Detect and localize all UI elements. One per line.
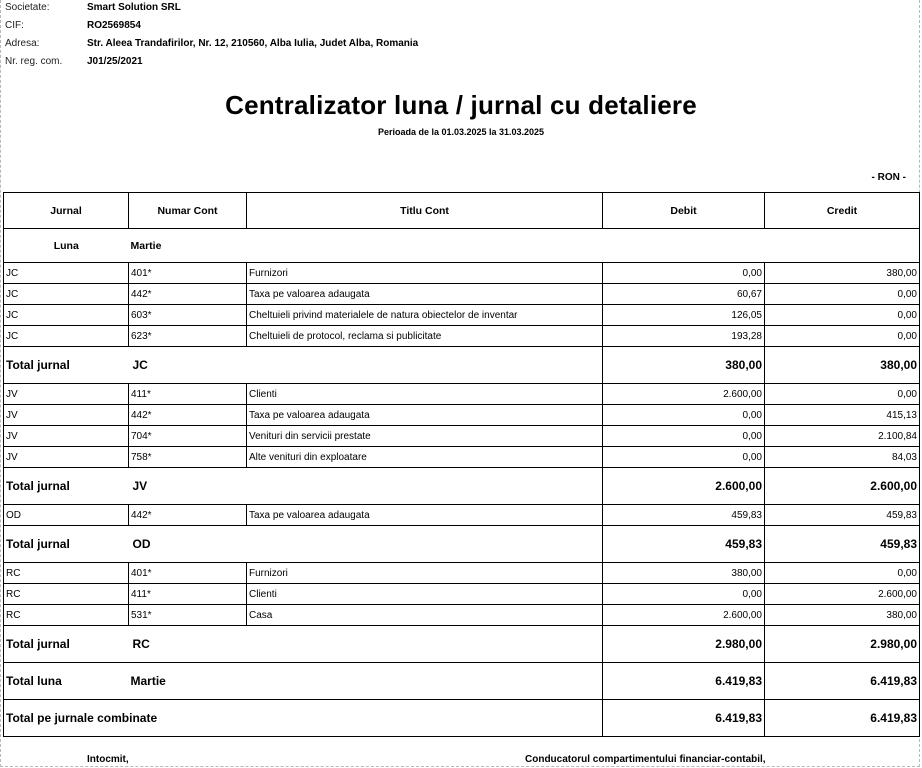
cell-credit: 2.600,00	[765, 584, 920, 605]
cell-numar-cont: 442*	[129, 405, 247, 426]
grand-total-row-label: Total pe jurnale combinate	[4, 700, 603, 737]
cell-jurnal: JC	[4, 263, 129, 284]
total-credit: 2.980,00	[765, 626, 920, 663]
table-row	[4, 384, 920, 405]
table-row	[4, 563, 920, 584]
cell-titlu-cont: Alte venituri din exploatare	[247, 447, 603, 468]
cell-debit: 193,28	[603, 326, 765, 347]
company-name-label: Societate:	[5, 2, 50, 13]
total-debit: 459,83	[603, 526, 765, 563]
total-journal-code: OD	[129, 526, 603, 563]
cell-jurnal: JV	[4, 447, 129, 468]
cell-titlu-cont: Taxa pe valoarea adaugata	[247, 405, 603, 426]
month-value: Martie	[129, 229, 920, 263]
company-address-label: Adresa:	[5, 38, 40, 49]
cell-credit: 380,00	[765, 605, 920, 626]
cell-jurnal: JV	[4, 384, 129, 405]
cell-jurnal: JV	[4, 405, 129, 426]
cell-debit: 60,67	[603, 284, 765, 305]
header-numar-cont: Numar Cont	[129, 193, 247, 229]
cell-titlu-cont: Taxa pe valoarea adaugata	[247, 284, 603, 305]
header-credit: Credit	[765, 193, 920, 229]
total-label: Total jurnal	[4, 468, 129, 505]
journal-total-row	[4, 626, 920, 663]
cell-debit: 0,00	[603, 426, 765, 447]
cell-jurnal: JC	[4, 284, 129, 305]
cell-numar-cont: 531*	[129, 605, 247, 626]
total-debit: 2.600,00	[603, 468, 765, 505]
report-currency: - RON -	[871, 172, 906, 183]
cell-credit: 0,00	[765, 326, 920, 347]
company-address: Str. Aleea Trandafirilor, Nr. 12, 210560, Alba Iulia, Judet Alba, Romania	[87, 38, 419, 49]
cell-numar-cont: 758*	[129, 447, 247, 468]
table-row	[4, 326, 920, 347]
total-credit: 2.600,00	[765, 468, 920, 505]
cell-credit: 0,00	[765, 305, 920, 326]
cell-numar-cont: 623*	[129, 326, 247, 347]
cell-debit: 126,05	[603, 305, 765, 326]
cell-credit: 0,00	[765, 384, 920, 405]
cell-debit: 2.600,00	[603, 605, 765, 626]
cell-credit: 84,03	[765, 447, 920, 468]
month-total-row	[4, 663, 920, 700]
cell-numar-cont: 603*	[129, 305, 247, 326]
table-row	[4, 263, 920, 284]
cell-numar-cont: 401*	[129, 263, 247, 284]
total-debit: 380,00	[603, 347, 765, 384]
grand-total-row-credit: 6.419,83	[765, 700, 920, 737]
cell-jurnal: RC	[4, 605, 129, 626]
table-body	[4, 229, 920, 737]
cell-credit: 415,13	[765, 405, 920, 426]
month-total-row-name: Martie	[129, 663, 603, 700]
month-total-row-credit: 6.419,83	[765, 663, 920, 700]
cell-titlu-cont: Cheltuieli de protocol, reclama si publicitate	[247, 326, 603, 347]
cell-debit: 0,00	[603, 263, 765, 284]
total-journal-code: RC	[129, 626, 603, 663]
table-row	[4, 284, 920, 305]
cell-numar-cont: 442*	[129, 284, 247, 305]
header-titlu-cont: Titlu Cont	[247, 193, 603, 229]
header-debit: Debit	[603, 193, 765, 229]
total-credit: 459,83	[765, 526, 920, 563]
cell-titlu-cont: Casa	[247, 605, 603, 626]
company-reg-label: Nr. reg. com.	[5, 56, 63, 67]
company-cif: RO2569854	[87, 20, 141, 31]
total-journal-code: JC	[129, 347, 603, 384]
table-header-row	[4, 193, 920, 229]
cell-debit: 0,00	[603, 584, 765, 605]
cell-titlu-cont: Clienti	[247, 384, 603, 405]
table-row	[4, 305, 920, 326]
cell-debit: 0,00	[603, 447, 765, 468]
company-name: Smart Solution SRL	[87, 2, 181, 13]
table-row	[4, 447, 920, 468]
table-row	[4, 505, 920, 526]
grand-total-row-debit: 6.419,83	[603, 700, 765, 737]
month-row	[4, 229, 920, 263]
journal-total-row	[4, 347, 920, 384]
table-row	[4, 584, 920, 605]
report-title: Centralizator luna / jurnal cu detaliere	[225, 90, 697, 120]
cell-credit: 459,83	[765, 505, 920, 526]
header-jurnal: Jurnal	[4, 193, 129, 229]
total-credit: 380,00	[765, 347, 920, 384]
cell-numar-cont: 401*	[129, 563, 247, 584]
company-cif-label: CIF:	[5, 20, 24, 31]
signature-financial-head: Conducatorul compartimentului financiar-contabil,	[525, 754, 766, 765]
cell-credit: 380,00	[765, 263, 920, 284]
company-reg: J01/25/2021	[87, 56, 143, 67]
cell-jurnal: JC	[4, 305, 129, 326]
cell-titlu-cont: Furnizori	[247, 563, 603, 584]
total-label: Total jurnal	[4, 526, 129, 563]
cell-titlu-cont: Venituri din servicii prestate	[247, 426, 603, 447]
cell-numar-cont: 442*	[129, 505, 247, 526]
table-row	[4, 605, 920, 626]
cell-titlu-cont: Cheltuieli privind materialele de natura obiectelor de inventar	[247, 305, 603, 326]
cell-titlu-cont: Clienti	[247, 584, 603, 605]
cell-titlu-cont: Furnizori	[247, 263, 603, 284]
total-label: Total jurnal	[4, 626, 129, 663]
cell-debit: 0,00	[603, 405, 765, 426]
cell-numar-cont: 704*	[129, 426, 247, 447]
cell-numar-cont: 411*	[129, 384, 247, 405]
report-period: Perioada de la 01.03.2025 la 31.03.2025	[377, 127, 545, 137]
grand-total-row	[4, 700, 920, 737]
cell-credit: 0,00	[765, 284, 920, 305]
cell-jurnal: OD	[4, 505, 129, 526]
cell-jurnal: RC	[4, 584, 129, 605]
cell-credit: 2.100,84	[765, 426, 920, 447]
cell-jurnal: RC	[4, 563, 129, 584]
journal-total-row	[4, 526, 920, 563]
table-row	[4, 405, 920, 426]
cell-jurnal: JC	[4, 326, 129, 347]
cell-numar-cont: 411*	[129, 584, 247, 605]
signature-prepared-by: Intocmit,	[87, 754, 129, 765]
table-row	[4, 426, 920, 447]
journal-table	[3, 192, 920, 737]
cell-jurnal: JV	[4, 426, 129, 447]
cell-debit: 380,00	[603, 563, 765, 584]
month-total-row-debit: 6.419,83	[603, 663, 765, 700]
cell-titlu-cont: Taxa pe valoarea adaugata	[247, 505, 603, 526]
month-total-row-label: Total luna	[4, 663, 129, 700]
cell-credit: 0,00	[765, 563, 920, 584]
total-journal-code: JV	[129, 468, 603, 505]
cell-debit: 459,83	[603, 505, 765, 526]
cell-debit: 2.600,00	[603, 384, 765, 405]
total-debit: 2.980,00	[603, 626, 765, 663]
journal-total-row	[4, 468, 920, 505]
month-label: Luna	[4, 229, 129, 263]
total-label: Total jurnal	[4, 347, 129, 384]
